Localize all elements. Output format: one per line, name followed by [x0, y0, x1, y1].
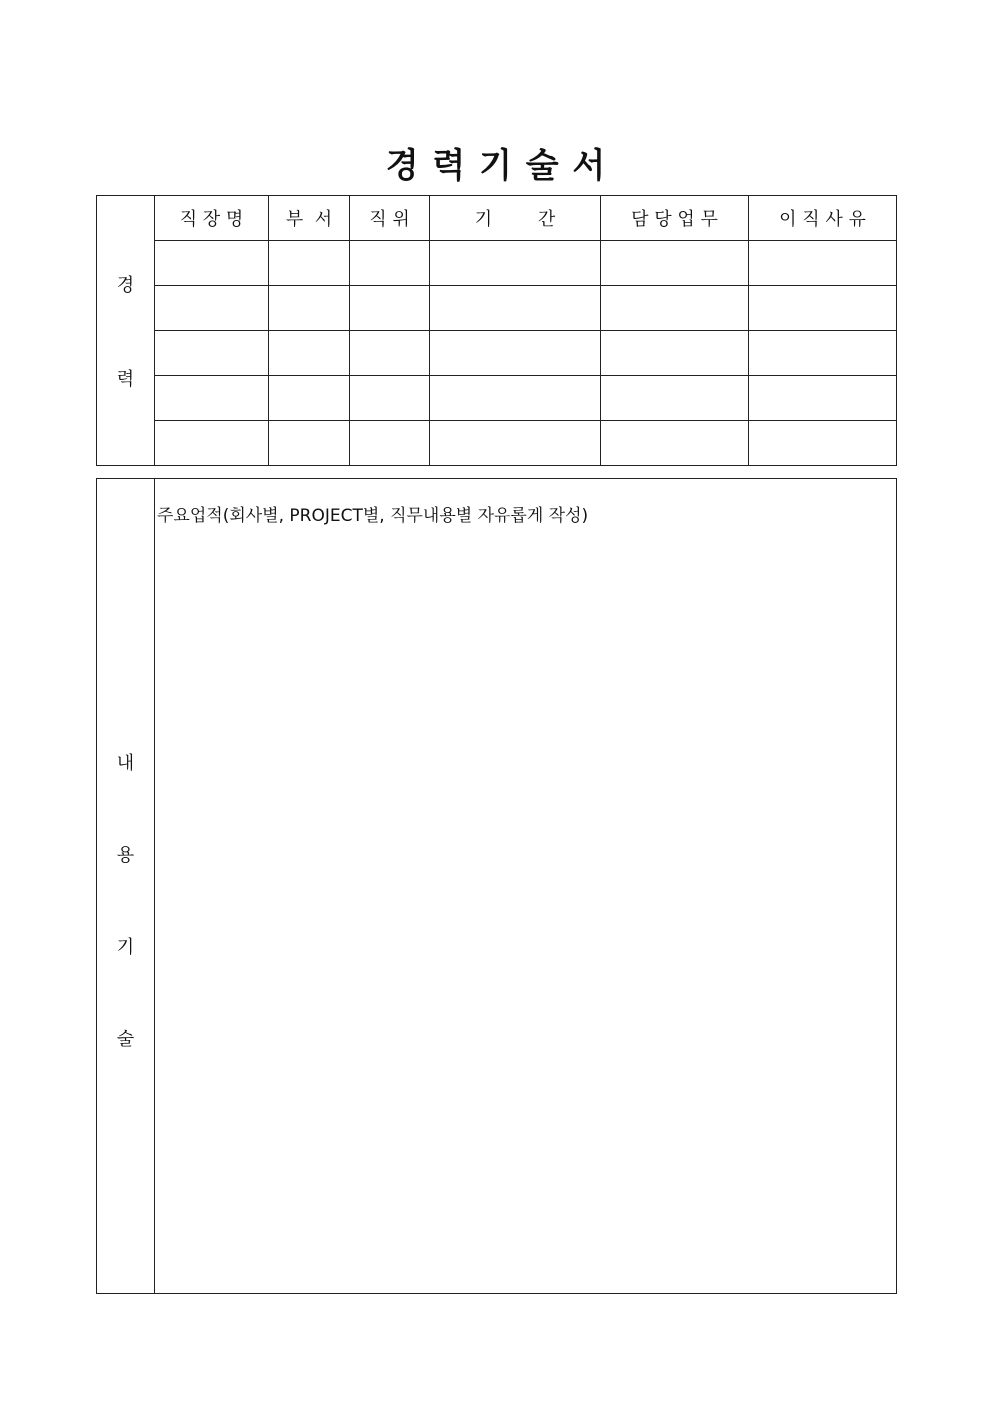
position-cell[interactable]	[350, 331, 430, 376]
career-side-char: 경	[116, 274, 135, 296]
document-title: 경 력 기 술 서	[385, 146, 607, 186]
position-cell[interactable]	[350, 376, 430, 421]
position-cell[interactable]	[350, 286, 430, 331]
department-cell[interactable]	[269, 421, 350, 466]
description-table	[96, 478, 897, 1294]
career-row	[97, 331, 897, 376]
department-cell[interactable]	[269, 331, 350, 376]
company-cell[interactable]	[155, 241, 269, 286]
career-row	[97, 421, 897, 466]
period-cell[interactable]	[430, 421, 601, 466]
department-cell[interactable]	[269, 241, 350, 286]
department-cell[interactable]	[269, 376, 350, 421]
position-cell[interactable]	[350, 421, 430, 466]
duties-cell[interactable]	[601, 331, 749, 376]
career-side-label	[97, 196, 155, 466]
duties-cell[interactable]	[601, 241, 749, 286]
leave-reason-cell[interactable]	[749, 241, 897, 286]
company-cell[interactable]	[155, 421, 269, 466]
header-period: 기 간	[430, 196, 601, 241]
description-side-char: 내	[116, 753, 135, 774]
description-row	[97, 479, 897, 1294]
period-cell[interactable]	[430, 376, 601, 421]
description-side-char: 술	[116, 1029, 135, 1050]
duties-cell[interactable]	[601, 376, 749, 421]
description-prompt: 주요업적(회사별, PROJECT별, 직무내용별 자유롭게 작성)	[157, 506, 589, 526]
header-leave-reason: 이 직 사 유	[749, 196, 897, 241]
leave-reason-cell[interactable]	[749, 421, 897, 466]
company-cell[interactable]	[155, 286, 269, 331]
period-cell[interactable]	[430, 241, 601, 286]
company-cell[interactable]	[155, 331, 269, 376]
description-side-char: 기	[116, 937, 135, 958]
header-duties: 담 당 업 무	[601, 196, 749, 241]
leave-reason-cell[interactable]	[749, 286, 897, 331]
career-header-row	[97, 196, 897, 241]
career-table	[96, 195, 897, 466]
department-cell[interactable]	[269, 286, 350, 331]
career-row	[97, 376, 897, 421]
description-side-label	[97, 479, 155, 1294]
description-side-char: 용	[116, 845, 135, 866]
description-body[interactable]	[155, 479, 897, 1294]
leave-reason-cell[interactable]	[749, 331, 897, 376]
header-company: 직 장 명	[155, 196, 269, 241]
career-side-char: 력	[116, 368, 135, 390]
company-cell[interactable]	[155, 376, 269, 421]
header-position: 직 위	[350, 196, 430, 241]
duties-cell[interactable]	[601, 286, 749, 331]
period-cell[interactable]	[430, 286, 601, 331]
duties-cell[interactable]	[601, 421, 749, 466]
period-cell[interactable]	[430, 331, 601, 376]
career-row	[97, 286, 897, 331]
header-department: 부 서	[269, 196, 350, 241]
career-row	[97, 241, 897, 286]
position-cell[interactable]	[350, 241, 430, 286]
leave-reason-cell[interactable]	[749, 376, 897, 421]
